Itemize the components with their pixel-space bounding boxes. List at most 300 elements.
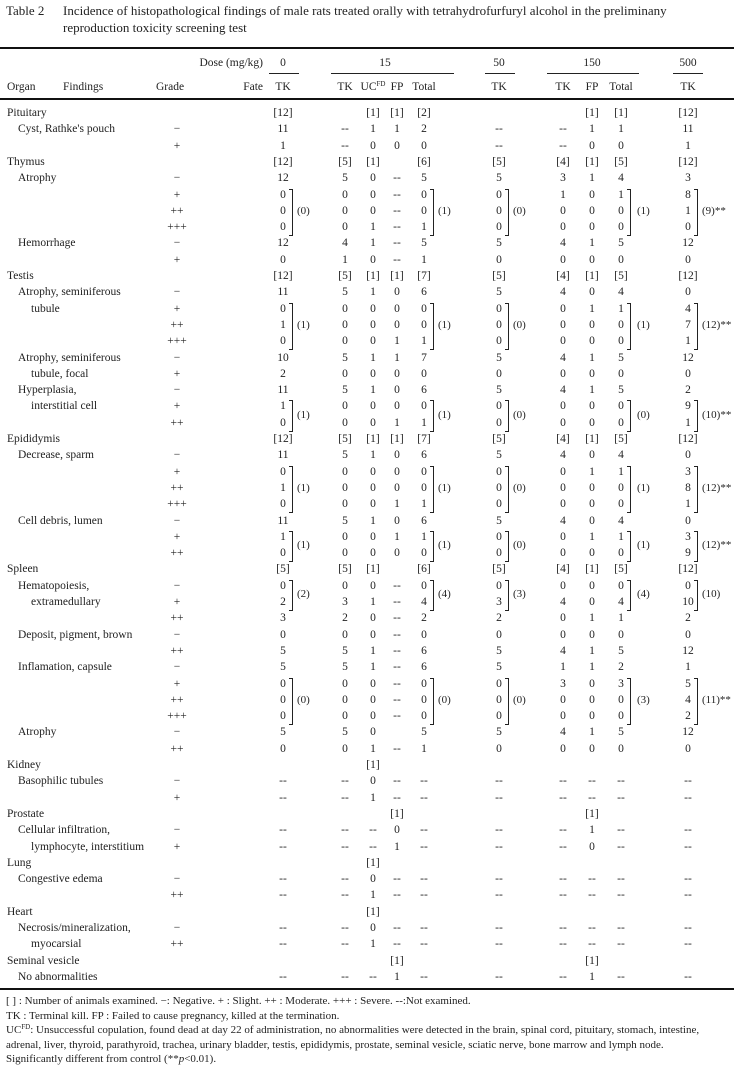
cell-150-tk: -- (559, 840, 567, 853)
cell-0-tk: 2 (280, 596, 286, 608)
cell-15-uc: 1 (370, 938, 376, 951)
cell-15-tk: 5 (342, 726, 348, 739)
cell-150-total: 0 (618, 318, 624, 331)
cell-15-tk: -- (341, 938, 349, 951)
cell-15-total: 0 (421, 710, 427, 723)
cell-150-total: 0 (618, 693, 624, 706)
cell-15-total: -- (420, 775, 428, 788)
cell-15-tk: 0 (342, 204, 348, 217)
finding-label: tubule (31, 302, 60, 315)
bracket-note-0: (1) (297, 539, 310, 552)
cell-150-fp: 1 (589, 172, 595, 185)
cell-15-uc: [1] (366, 107, 380, 119)
cell-50-tk: [5] (492, 433, 506, 445)
cell-0-tk: [12] (273, 433, 293, 445)
cell-15-fp: 1 (394, 123, 400, 136)
cell-50-tk: -- (495, 139, 503, 152)
cell-50-tk: 0 (496, 400, 502, 413)
cell-15-total: -- (420, 938, 428, 951)
bracket-500 (694, 580, 698, 611)
cell-15-uc: 0 (370, 498, 376, 511)
cell-15-total: 7 (421, 351, 427, 364)
cell-150-fp: 0 (589, 367, 595, 380)
cell-15-fp: 0 (394, 384, 400, 397)
cell-150-total: 1 (618, 302, 624, 315)
bracket-150 (627, 189, 631, 237)
cell-15-tk: -- (341, 775, 349, 788)
cell-0-tk: 0 (280, 204, 286, 217)
cell-150-tk: 4 (560, 286, 566, 299)
cell-15-fp: -- (393, 253, 401, 266)
cell-15-fp: -- (393, 873, 401, 886)
cell-15-total: 6 (421, 661, 427, 674)
cell-500-tk: -- (684, 922, 692, 934)
footnote-sig-end: <0.01). (184, 1053, 217, 1065)
cell-150-fp: -- (588, 938, 596, 951)
cell-150-fp: 1 (589, 644, 595, 657)
cell-15-total: 1 (421, 416, 427, 429)
cell-15-total: 1 (421, 221, 427, 234)
cell-150-fp: 0 (589, 449, 595, 462)
cell-15-tk: 5 (342, 644, 348, 657)
cell-150-fp: 1 (589, 530, 595, 543)
cell-150-total: -- (617, 889, 625, 902)
cell-500-tk: 1 (685, 498, 691, 511)
cell-500-tk: 5 (685, 677, 691, 690)
bracket-15 (430, 189, 434, 237)
cell-15-uc: -- (369, 824, 377, 837)
cell-500-tk: -- (684, 873, 692, 886)
cell-15-tk: -- (341, 824, 349, 837)
cell-15-uc: 1 (370, 286, 376, 299)
cell-15-fp: -- (393, 204, 401, 217)
cell-150-total: 0 (618, 253, 624, 266)
cell-150-total: -- (617, 922, 625, 934)
bracket-0 (289, 678, 293, 726)
cell-50-tk: 0 (496, 579, 502, 592)
bracket-150 (627, 466, 631, 514)
cell-150-fp: 0 (589, 677, 595, 690)
cell-150-fp: 1 (589, 302, 595, 315)
dose-15-underline (331, 73, 454, 74)
sub-50-tk: TK (491, 81, 507, 93)
cell-50-tk: -- (495, 775, 503, 788)
cell-150-total: 2 (618, 661, 624, 674)
cell-0-tk: 0 (280, 742, 286, 755)
cell-15-tk: 0 (342, 416, 348, 429)
cell-15-fp: 1 (394, 351, 400, 364)
cell-150-total: 0 (618, 221, 624, 234)
finding-label: Necrosis/mineralization, (18, 922, 131, 934)
bracket-note-150: (1) (637, 482, 650, 495)
cell-15-fp: 0 (394, 481, 400, 494)
organ-label: Prostate (7, 807, 45, 820)
organ-label: Epididymis (7, 433, 61, 445)
cell-0-tk: -- (279, 938, 287, 951)
cell-15-fp: 1 (394, 840, 400, 853)
grade-cell: +++ (167, 221, 187, 234)
cell-15-uc: 1 (370, 123, 376, 136)
cell-150-tk: 0 (560, 693, 566, 706)
cell-150-tk: 0 (560, 204, 566, 217)
grade-cell: ++ (170, 742, 184, 755)
cell-0-tk: 0 (280, 579, 286, 592)
bracket-500 (694, 303, 698, 351)
grade-cell: + (173, 302, 181, 315)
cell-0-tk: -- (279, 824, 287, 837)
cell-15-tk: 0 (342, 693, 348, 706)
bracket-50 (505, 580, 509, 611)
bracket-note-500: (12)** (702, 539, 732, 552)
cell-150-total: 4 (618, 449, 624, 462)
table-title: Incidence of histopathological findings of male rats treated orally with tetrahydrofurfuryl alcohol in the preliminany reproduction toxicity screening test (63, 3, 667, 35)
cell-15-uc: [1] (366, 905, 380, 918)
organ-label: Seminal vesicle (7, 954, 80, 967)
cell-150-tk: [4] (556, 563, 570, 576)
grade-cell: ++ (170, 547, 184, 560)
cell-15-tk: 0 (342, 742, 348, 755)
cell-500-tk: -- (684, 970, 692, 983)
cell-0-tk: [12] (273, 270, 293, 282)
cell-15-total: [6] (417, 563, 431, 576)
cell-15-tk: 0 (342, 335, 348, 348)
cell-150-total: 0 (618, 498, 624, 511)
cell-150-tk: 1 (560, 188, 566, 201)
cell-15-fp: 0 (394, 514, 400, 527)
cell-150-total: 1 (618, 123, 624, 136)
cell-15-total: [7] (417, 270, 431, 282)
cell-150-fp: 1 (589, 661, 595, 674)
grade-cell: ++ (170, 318, 184, 331)
cell-150-total: 0 (618, 710, 624, 723)
cell-500-tk: 1 (685, 335, 691, 348)
cell-150-tk: 0 (560, 335, 566, 348)
bracket-500 (694, 531, 698, 562)
cell-150-total: -- (617, 824, 625, 837)
cell-0-tk: 0 (280, 416, 286, 429)
cell-15-fp: 0 (394, 286, 400, 299)
cell-50-tk: [5] (492, 155, 506, 168)
cell-15-fp: -- (393, 791, 401, 804)
cell-0-tk: 2 (280, 367, 286, 380)
cell-150-fp: 0 (589, 710, 595, 723)
bracket-note-15: (0) (438, 694, 451, 707)
cell-15-total: 0 (421, 693, 427, 706)
cell-150-total: 4 (618, 172, 624, 185)
bracket-50 (505, 466, 509, 514)
cell-50-tk: 5 (496, 449, 502, 462)
bracket-15 (430, 466, 434, 514)
cell-15-uc: 1 (370, 644, 376, 657)
cell-0-tk: 12 (277, 237, 289, 250)
cell-150-fp: [1] (585, 954, 599, 967)
dose-150-underline (547, 73, 639, 74)
cell-15-fp: -- (393, 221, 401, 234)
cell-150-fp: -- (588, 922, 596, 934)
cell-15-total: 0 (421, 628, 427, 641)
cell-150-fp: 0 (589, 481, 595, 494)
cell-500-tk: 0 (685, 579, 691, 592)
cell-50-tk: 0 (496, 710, 502, 723)
bracket-note-0: (1) (297, 319, 310, 332)
cell-50-tk: 5 (496, 286, 502, 299)
cell-150-fp: [1] (585, 563, 599, 576)
cell-500-tk: 0 (685, 286, 691, 299)
cell-50-tk: 0 (496, 693, 502, 706)
bottom-rule (0, 988, 734, 990)
bracket-note-150: (1) (637, 205, 650, 218)
bracket-150 (627, 580, 631, 611)
cell-150-fp: 0 (589, 416, 595, 429)
cell-500-tk: 10 (682, 596, 694, 608)
cell-15-fp: 0 (394, 302, 400, 315)
cell-15-uc: 0 (370, 367, 376, 380)
cell-50-tk: 0 (496, 188, 502, 201)
cell-15-tk: [5] (338, 563, 352, 576)
cell-0-tk: [5] (276, 563, 290, 576)
cell-150-fp: 1 (589, 612, 595, 625)
cell-150-fp: 0 (589, 579, 595, 592)
cell-500-tk: 4 (685, 693, 691, 706)
cell-50-tk: 0 (496, 465, 502, 478)
bracket-0 (289, 303, 293, 351)
bracket-150 (627, 400, 631, 431)
cell-50-tk: -- (495, 123, 503, 136)
cell-15-uc: -- (369, 840, 377, 853)
cell-15-tk: 0 (342, 221, 348, 234)
cell-50-tk: 0 (496, 530, 502, 543)
bracket-500 (694, 189, 698, 237)
finding-label: lymphocyte, interstitium (31, 840, 145, 853)
cell-15-total: 5 (421, 726, 427, 739)
cell-500-tk: 1 (685, 139, 691, 152)
bracket-50 (505, 678, 509, 726)
grade-cell: + (173, 253, 181, 266)
cell-150-fp: 0 (589, 514, 595, 527)
cell-15-fp: -- (393, 237, 401, 250)
bracket-note-500: (10)** (702, 409, 732, 422)
cell-15-uc: 1 (370, 449, 376, 462)
cell-150-tk: [4] (556, 270, 570, 282)
bracket-50 (505, 400, 509, 431)
cell-500-tk: -- (684, 775, 692, 788)
cell-150-fp: [1] (585, 433, 599, 445)
cell-15-fp: -- (393, 677, 401, 690)
cell-15-fp: -- (393, 172, 401, 185)
cell-15-uc: 0 (370, 335, 376, 348)
cell-50-tk: 0 (496, 318, 502, 331)
cell-15-total: 5 (421, 237, 427, 250)
cell-15-total: -- (420, 873, 428, 886)
bracket-note-0: (1) (297, 409, 310, 422)
cell-500-tk: -- (684, 889, 692, 902)
cell-50-tk: 0 (496, 742, 502, 755)
dose-500-underline (673, 73, 703, 74)
grade-cell: +++ (167, 710, 187, 723)
cell-15-uc: [1] (366, 563, 380, 576)
cell-0-tk: 0 (280, 677, 286, 690)
cell-15-fp: [1] (390, 807, 404, 820)
cell-50-tk: 0 (496, 204, 502, 217)
cell-150-total: -- (617, 791, 625, 804)
cell-150-fp: 0 (589, 335, 595, 348)
cell-150-fp: 0 (589, 742, 595, 755)
cell-500-tk: 1 (685, 204, 691, 217)
cell-150-total: 0 (618, 547, 624, 560)
bracket-15 (430, 531, 434, 562)
cell-50-tk: 3 (496, 596, 502, 608)
top-rule (0, 47, 734, 49)
cell-150-fp: 0 (589, 498, 595, 511)
cell-15-total: 0 (421, 400, 427, 413)
cell-15-tk: [5] (338, 433, 352, 445)
header-rule (0, 98, 734, 100)
cell-150-tk: 0 (560, 400, 566, 413)
finding-label: Deposit, pigment, brown (18, 628, 133, 641)
grade-cell: ++ (170, 889, 184, 902)
cell-150-tk: 4 (560, 351, 566, 364)
cell-15-uc: 0 (370, 302, 376, 315)
cell-0-tk: -- (279, 775, 287, 788)
cell-150-fp: 1 (589, 351, 595, 364)
sub-15-total: Total (412, 81, 436, 93)
grade-cell: − (173, 449, 181, 462)
cell-50-tk: [5] (492, 563, 506, 576)
cell-150-total: [5] (614, 433, 628, 445)
cell-15-tk: 1 (342, 253, 348, 266)
cell-15-tk: 0 (342, 302, 348, 315)
cell-15-total: 0 (421, 481, 427, 494)
cell-150-total: 4 (618, 596, 624, 608)
grade-cell: + (173, 188, 181, 201)
grade-header: Grade (155, 81, 185, 93)
cell-15-total: -- (420, 889, 428, 902)
grade-cell: +++ (167, 335, 187, 348)
cell-15-tk: 0 (342, 481, 348, 494)
cell-15-uc: 0 (370, 726, 376, 739)
cell-150-fp: 0 (589, 188, 595, 201)
cell-15-fp: 0 (394, 367, 400, 380)
cell-15-uc: 0 (370, 465, 376, 478)
cell-15-total: 0 (421, 318, 427, 331)
cell-15-fp: [1] (390, 433, 404, 445)
grade-cell: − (173, 628, 181, 641)
cell-150-fp: 0 (589, 318, 595, 331)
cell-0-tk: [12] (273, 107, 293, 119)
grade-cell: − (173, 123, 181, 136)
footnote-abbrev: TK : Terminal kill. FP : Failed to cause pregnancy, killed at the termination. (6, 1009, 340, 1022)
bracket-note-150: (1) (637, 539, 650, 552)
cell-50-tk: 0 (496, 221, 502, 234)
cell-15-uc: [1] (366, 155, 380, 168)
cell-15-uc: [1] (366, 270, 380, 282)
cell-50-tk: 0 (496, 547, 502, 560)
bracket-note-15: (1) (438, 539, 451, 552)
cell-15-total: 2 (421, 612, 427, 625)
cell-15-total: 2 (421, 123, 427, 136)
cell-15-uc: 0 (370, 253, 376, 266)
cell-15-fp: -- (393, 596, 401, 608)
cell-150-total: 5 (618, 237, 624, 250)
cell-150-fp: -- (588, 775, 596, 788)
cell-500-tk: 4 (685, 302, 691, 315)
cell-15-fp: -- (393, 922, 401, 934)
cell-15-tk: 0 (342, 677, 348, 690)
cell-150-fp: 0 (589, 253, 595, 266)
bracket-500 (694, 466, 698, 514)
cell-15-uc: 0 (370, 416, 376, 429)
grade-cell: + (173, 465, 181, 478)
cell-50-tk: -- (495, 840, 503, 853)
cell-150-tk: 0 (560, 481, 566, 494)
bracket-note-0: (0) (297, 694, 310, 707)
sub-15-fp: FP (390, 81, 404, 93)
cell-150-fp: 0 (589, 547, 595, 560)
cell-15-tk: 5 (342, 384, 348, 397)
cell-15-tk: 0 (342, 628, 348, 641)
cell-15-tk: 5 (342, 286, 348, 299)
cell-15-fp: -- (393, 889, 401, 902)
cell-15-total: 0 (421, 465, 427, 478)
cell-15-tk: 5 (342, 661, 348, 674)
bracket-note-150: (4) (637, 588, 650, 601)
bracket-150 (627, 303, 631, 351)
bracket-500 (694, 678, 698, 726)
cell-150-total: 0 (618, 579, 624, 592)
cell-15-uc: 1 (370, 889, 376, 902)
cell-150-total: -- (617, 775, 625, 788)
cell-500-tk: 12 (682, 237, 694, 250)
finding-label: interstitial cell (31, 400, 98, 413)
cell-150-total: -- (617, 938, 625, 951)
cell-15-total: 1 (421, 253, 427, 266)
cell-500-tk: [12] (678, 107, 698, 119)
grade-cell: − (173, 775, 181, 788)
cell-15-tk: 0 (342, 318, 348, 331)
cell-500-tk: 0 (685, 253, 691, 266)
cell-0-tk: 0 (280, 465, 286, 478)
cell-15-fp: -- (393, 661, 401, 674)
finding-label: Hyperplasia, (18, 384, 77, 397)
grade-cell: +++ (167, 498, 187, 511)
dose-15: 15 (379, 57, 391, 69)
bracket-note-50: (0) (513, 482, 526, 495)
organ-label: Kidney (7, 759, 41, 771)
sub-150-fp: FP (585, 81, 599, 93)
cell-15-tk: 0 (342, 547, 348, 560)
cell-15-uc: 1 (370, 742, 376, 755)
cell-0-tk: 0 (280, 302, 286, 315)
cell-50-tk: -- (495, 824, 503, 837)
cell-15-uc: 1 (370, 791, 376, 804)
cell-15-fp: 0 (394, 400, 400, 413)
cell-50-tk: -- (495, 938, 503, 951)
cell-50-tk: -- (495, 873, 503, 886)
cell-150-total: 0 (618, 400, 624, 413)
cell-0-tk: -- (279, 791, 287, 804)
cell-500-tk: 0 (685, 742, 691, 755)
cell-15-total: -- (420, 791, 428, 804)
cell-0-tk: 1 (280, 530, 286, 543)
cell-0-tk: -- (279, 970, 287, 983)
table-footnotes (6, 994, 730, 1067)
footnote-sig-text: Significantly different from control (** (6, 1053, 179, 1065)
cell-15-uc: 0 (370, 172, 376, 185)
cell-150-tk: 0 (560, 628, 566, 641)
bracket-150 (627, 678, 631, 726)
bracket-note-15: (1) (438, 319, 451, 332)
cell-50-tk: 5 (496, 237, 502, 250)
